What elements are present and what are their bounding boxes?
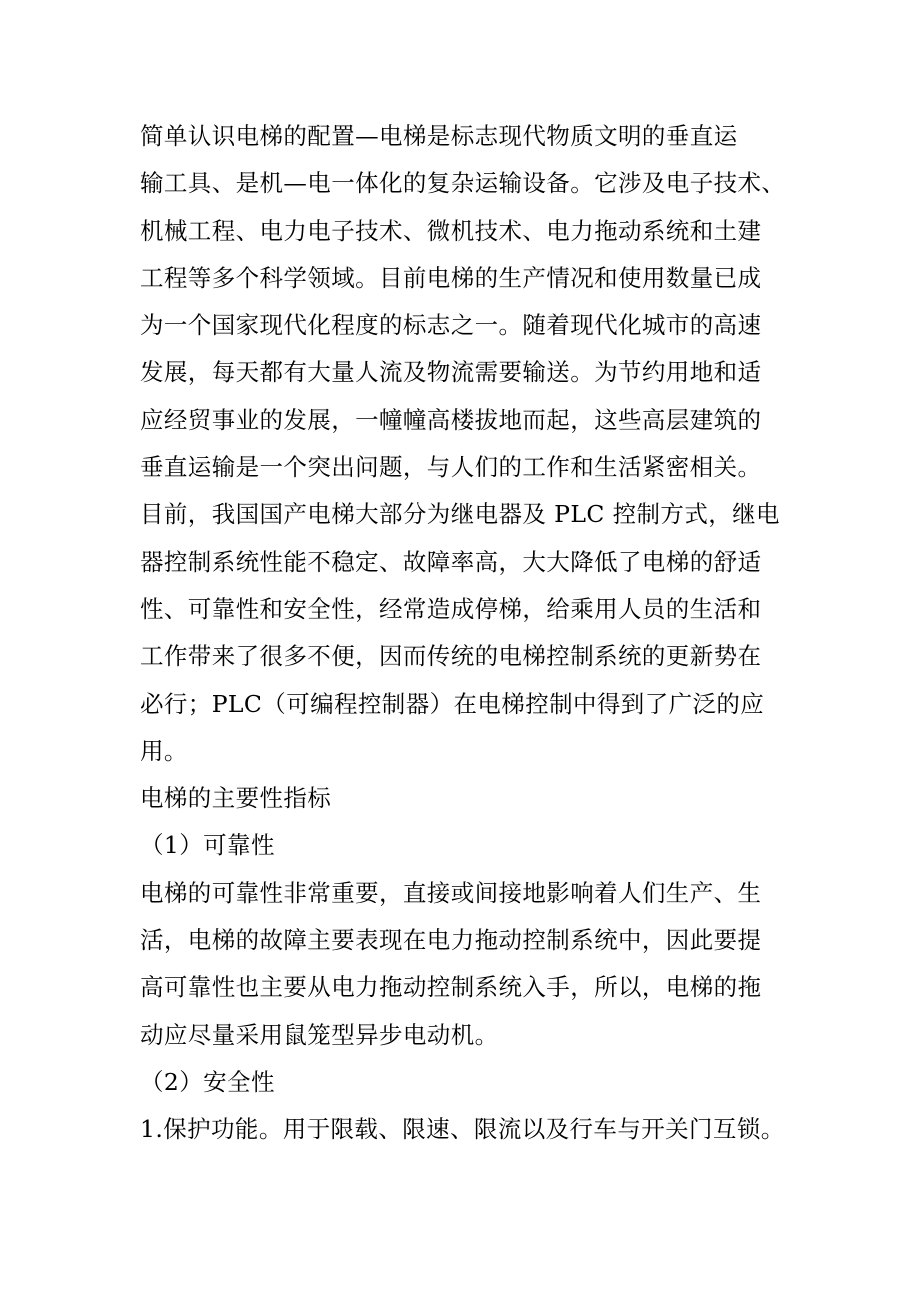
paragraph-line-4: 工程等多个科学领域。目前电梯的生产情况和使用数量已成	[140, 263, 762, 292]
paragraph-line-5: 为一个国家现代化程度的标志之一。随着现代化城市的高速	[140, 311, 762, 340]
paragraph-line-11: 性、可靠性和安全性，经常造成停梯，给乘用人员的生活和	[140, 594, 762, 623]
paragraph-line-8: 垂直运输是一个突出问题，与人们的工作和生活紧密相关。	[140, 453, 762, 482]
paragraph-line-19: 高可靠性也主要从电力拖动控制系统入手，所以，电梯的拖	[140, 973, 762, 1002]
paragraph-line-13: 必行；PLC（可编程控制器）在电梯控制中得到了广泛的应	[140, 689, 765, 718]
paragraph-line-17: 电梯的可靠性非常重要，直接或间接地影响着人们生产、生	[140, 878, 762, 907]
section-heading: 电梯的主要性指标	[140, 784, 332, 813]
paragraph-line-18: 活，电梯的故障主要表现在电力拖动控制系统中，因此要提	[140, 926, 762, 955]
paragraph-line-1: 简单认识电梯的配置—电梯是标志现代物质文明的垂直运	[140, 122, 738, 150]
paragraph-line-3: 机械工程、电力电子技术、微机技术、电力拖动系统和土建	[140, 216, 762, 245]
paragraph-line-12: 工作带来了很多不便，因而传统的电梯控制系统的更新势在	[140, 642, 762, 671]
subheading-reliability: （1）可靠性	[140, 831, 275, 860]
paragraph-line-6: 发展，每天都有大量人流及物流需要输送。为节约用地和适	[140, 358, 762, 387]
paragraph-line-10: 器控制系统性能不稳定、故障率高，大大降低了电梯的舒适	[140, 547, 762, 576]
list-item-protection: 1.保护功能。用于限载、限速、限流以及行车与开关门互锁。	[140, 1115, 785, 1144]
paragraph-line-2: 输工具、是机—电一体化的复杂运输设备。它涉及电子技术、	[140, 169, 786, 198]
paragraph-line-7: 应经贸事业的发展，一幢幢高楼拔地而起，这些高层建筑的	[140, 405, 762, 434]
document-body	[140, 113, 800, 1154]
paragraph-line-9: 目前，我国国产电梯大部分为继电器及 PLC 控制方式，继电	[140, 500, 780, 529]
paragraph-line-14: 用。	[140, 736, 188, 765]
subheading-safety: （2）安全性	[140, 1067, 275, 1096]
paragraph-line-20: 动应尽量采用鼠笼型异步电动机。	[140, 1020, 499, 1049]
